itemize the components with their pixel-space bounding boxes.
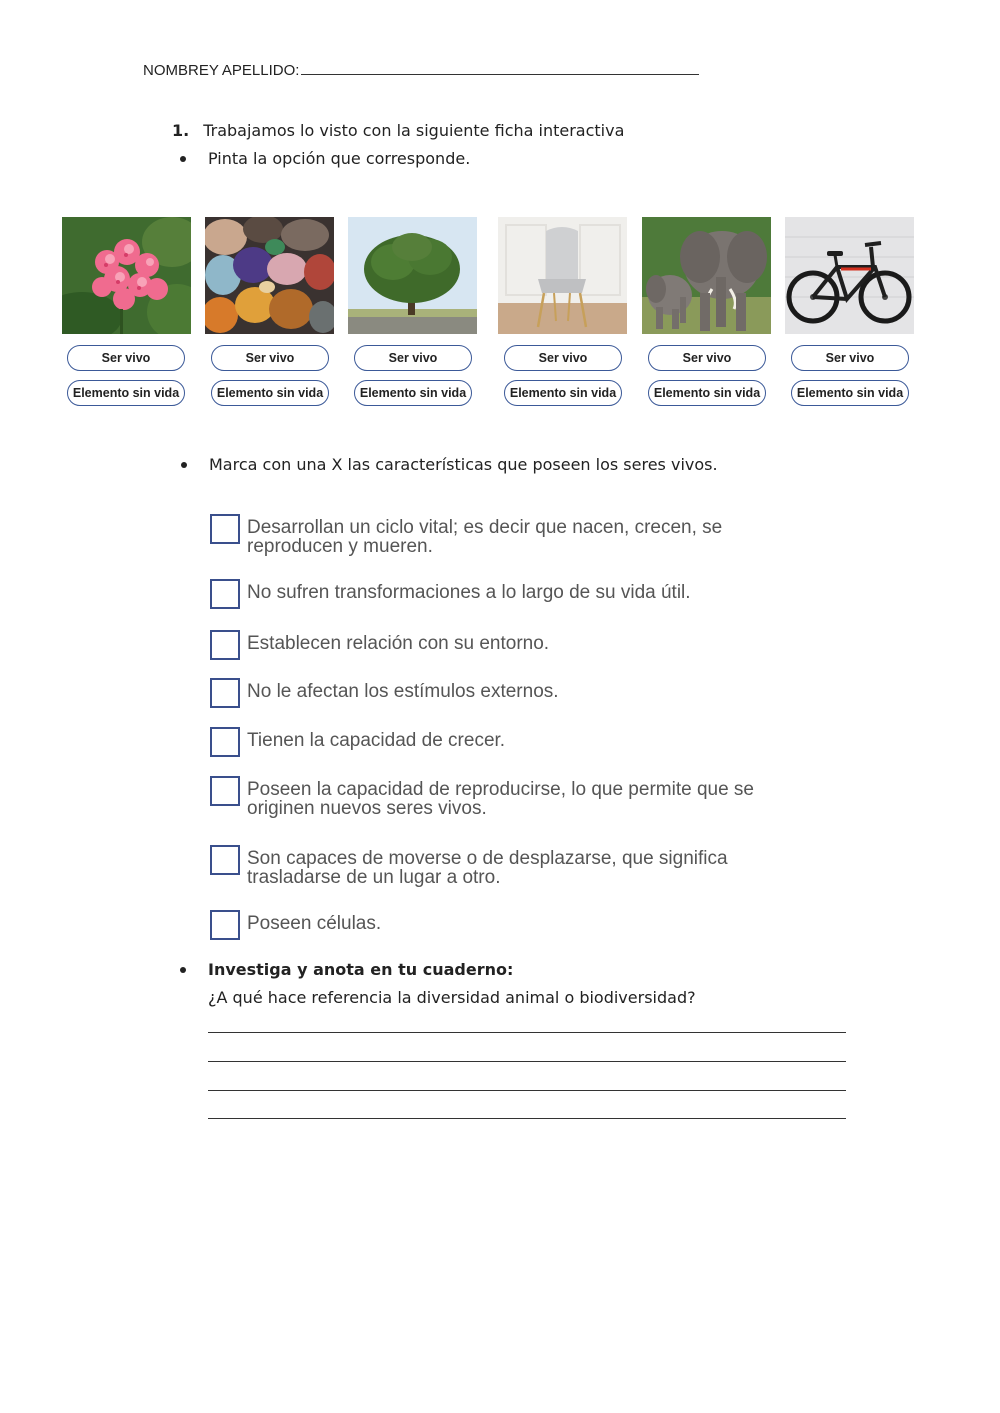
research-title-text: Investiga y anota en tu cuaderno: [208,960,514,979]
checkbox[interactable] [210,579,240,609]
card-1-option-sin-vida[interactable]: Elemento sin vida [67,380,185,406]
question-1-title [172,121,624,140]
characteristic-text-line1: No sufren transformaciones a lo largo de su vida útil. [247,582,691,603]
research-question: ¿A qué hace referencia la diversidad animal o biodiversidad? [208,988,696,1007]
card-1-option-ser-vivo[interactable]: Ser vivo [67,345,185,371]
instruction-paint [208,149,470,168]
bullet-icon [181,462,187,468]
card-image-stones [205,217,334,334]
checkbox[interactable] [210,776,240,806]
checkbox[interactable] [210,845,240,875]
card-4-option-ser-vivo[interactable]: Ser vivo [504,345,622,371]
characteristic-text-line1: Establecen relación con su entorno. [247,633,550,654]
bullet-icon [180,156,186,162]
instruction-mark [209,455,718,474]
chair-icon [498,217,627,334]
question-number: 1. [172,121,190,140]
checkbox[interactable] [210,910,240,940]
checkbox[interactable] [210,678,240,708]
card-6-option-ser-vivo[interactable]: Ser vivo [791,345,909,371]
characteristic-text-line1: No le afectan los estímulos externos. [247,681,559,702]
research-title [208,960,513,979]
characteristic-text-line1: Tienen la capacidad de crecer. [247,730,506,751]
card-4-option-sin-vida[interactable]: Elemento sin vida [504,380,622,406]
answer-line-4[interactable] [208,1118,846,1119]
card-3-option-ser-vivo[interactable]: Ser vivo [354,345,472,371]
answer-line-2[interactable] [208,1061,846,1062]
checkbox[interactable] [210,630,240,660]
card-image-chair [498,217,627,334]
card-image-elephants [642,217,771,334]
name-label: NOMBREY APELLIDO: [143,62,300,79]
card-6-option-sin-vida[interactable]: Elemento sin vida [791,380,909,406]
geranium-flower-icon [62,217,191,334]
card-5-option-ser-vivo[interactable]: Ser vivo [648,345,766,371]
characteristic-text-line1: Poseen la capacidad de reproducirse, lo que permite que se [247,779,754,800]
card-image-flower [62,217,191,334]
checkbox[interactable] [210,727,240,757]
name-field [143,60,699,79]
characteristic-text-line2: reproducen y mueren. [247,536,433,557]
question-title: Trabajamos lo visto con la siguiente ficha interactiva [203,121,625,140]
answer-line-3[interactable] [208,1090,846,1091]
card-5-option-sin-vida[interactable]: Elemento sin vida [648,380,766,406]
answer-line-1[interactable] [208,1032,846,1033]
card-image-bicycle [785,217,914,334]
card-3-option-sin-vida[interactable]: Elemento sin vida [354,380,472,406]
characteristic-text-line1: Son capaces de moverse o de desplazarse, que significa [247,848,728,869]
name-blank-line[interactable] [301,60,699,75]
characteristic-text-line2: trasladarse de un lugar a otro. [247,867,501,888]
tree-icon [348,217,477,334]
card-2-option-sin-vida[interactable]: Elemento sin vida [211,380,329,406]
colored-stones-icon [205,217,334,334]
instruction-mark-text: Marca con una X las características que poseen los seres vivos. [209,455,718,474]
elephants-icon [642,217,771,334]
characteristic-text-line1: Desarrollan un ciclo vital; es decir que nacen, crecen, se [247,517,723,538]
card-image-tree [348,217,477,334]
card-2-option-ser-vivo[interactable]: Ser vivo [211,345,329,371]
checkbox[interactable] [210,514,240,544]
bicycle-icon [785,217,914,334]
bullet-icon [180,967,186,973]
characteristic-text-line1: Poseen células. [247,913,382,934]
characteristic-text-line2: originen nuevos seres vivos. [247,798,487,819]
instruction-paint-text: Pinta la opción que corresponde. [208,149,471,168]
